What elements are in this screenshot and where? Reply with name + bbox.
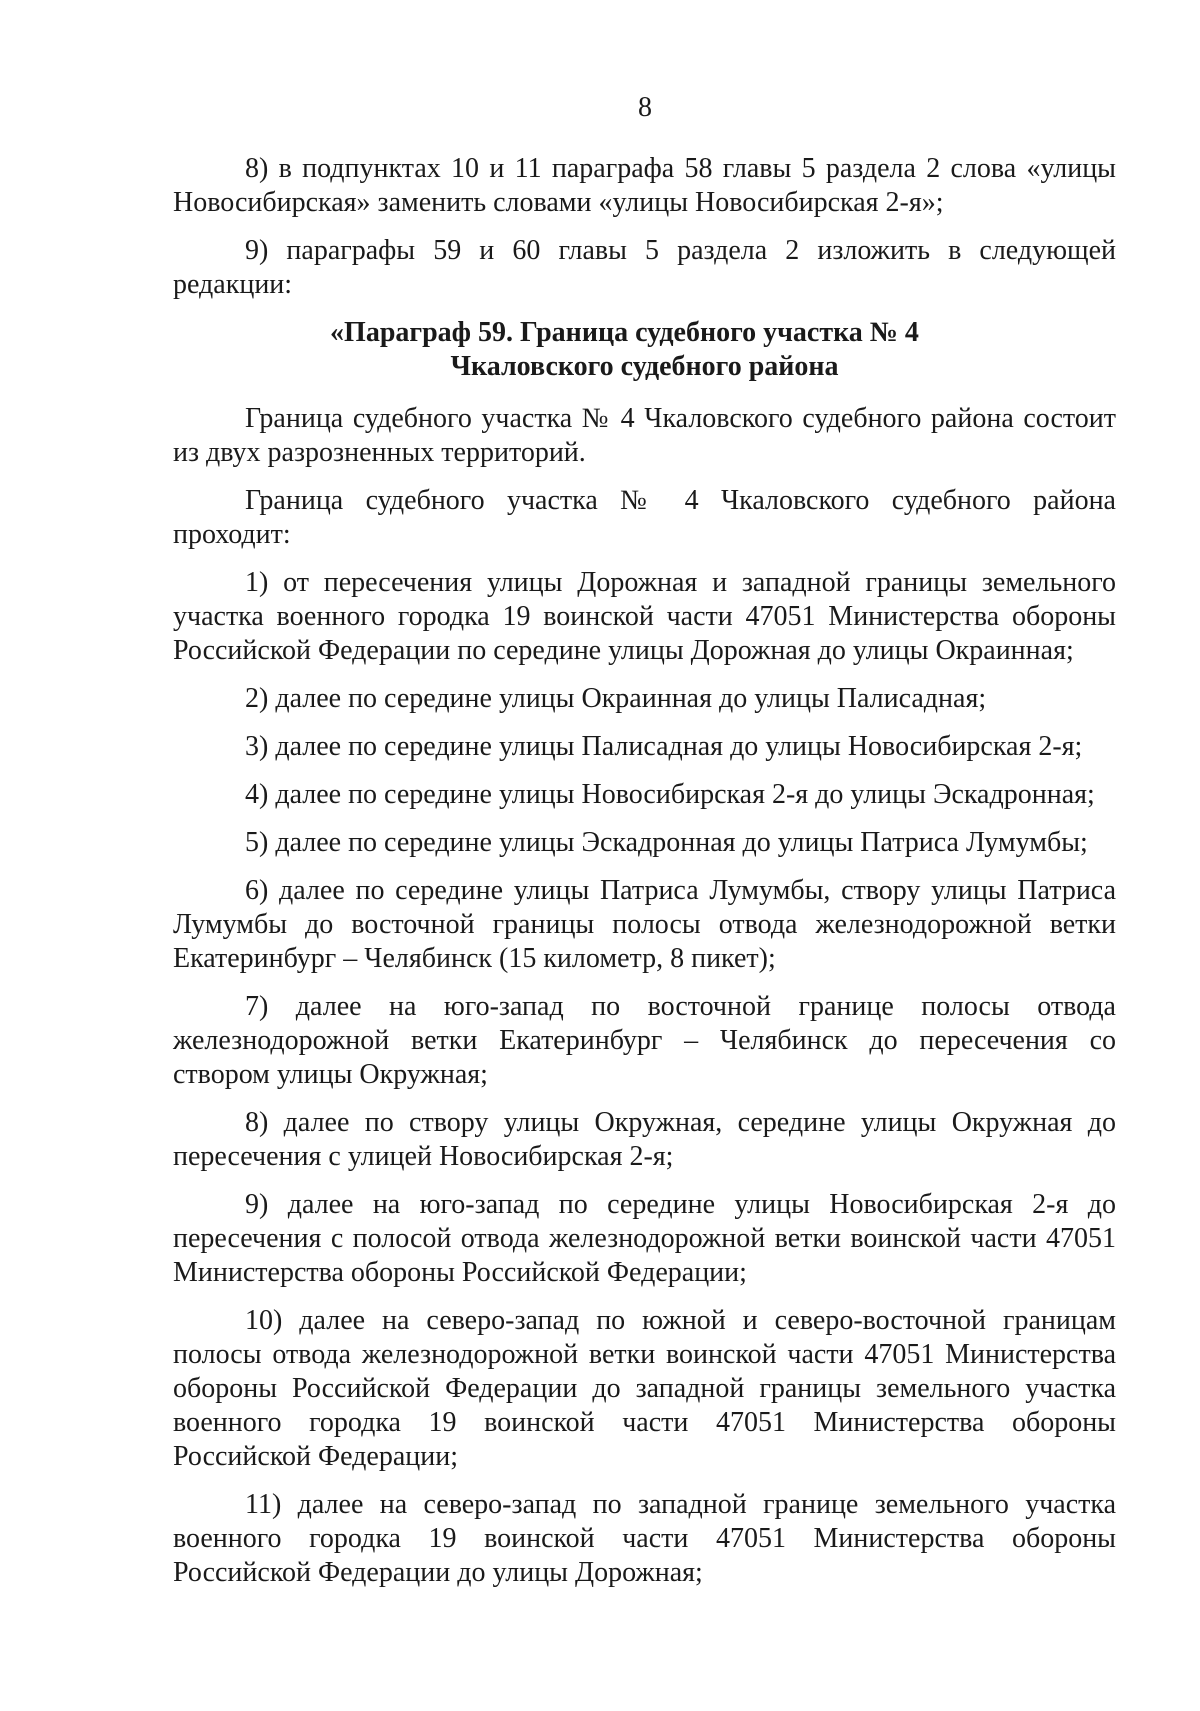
body-paragraph: Граница судебного участка № 4 Чкаловского судебного района проходит:	[173, 485, 1116, 550]
document-body	[173, 152, 1116, 1604]
boundary-item: 5) далее по середине улицы Эскадронная до улицы Патриса Лумумбы;	[245, 827, 1088, 858]
boundary-item: 1) от пересечения улицы Дорожная и западной границы земельного участка военного городка 19 воинской части 47051 Министерства обороны Российской Федерации по середине улицы Дорожная до улицы Окраинная;	[173, 567, 1116, 666]
boundary-item: 7) далее на юго-запад по восточной границе полосы отвода железнодорожной ветки Екатеринбург – Челябинск до пересечения со створом улицы Окружная;	[173, 991, 1116, 1090]
amendment-item-8: 8) в подпунктах 10 и 11 параграфа 58 главы 5 раздела 2 слова «улицы Новосибирская» заменить словами «улицы Новосибирская 2-я»;	[173, 153, 1116, 218]
boundary-item: 10) далее на северо-запад по южной и северо-восточной границам полосы отвода железнодорожной ветки воинской части 47051 Министерства обороны Российской Федерации до западной границы земельного участка военного городка 19 воинской части 47051 Министерства обороны Российской Федерации;	[173, 1305, 1116, 1472]
boundary-item: 3) далее по середине улицы Палисадная до улицы Новосибирская 2-я;	[245, 731, 1083, 762]
amendment-item-9: 9) параграфы 59 и 60 главы 5 раздела 2 изложить в следующей редакции:	[173, 235, 1116, 300]
section-heading-line-2: Чкаловского судебного района	[450, 351, 839, 382]
section-heading-line-1: «Параграф 59. Граница судебного участка № 4	[330, 317, 919, 348]
section-heading	[173, 316, 1116, 384]
boundary-item: 11) далее на северо-запад по западной границе земельного участка военного городка 19 воинской части 47051 Министерства обороны Российской Федерации до улицы Дорожная;	[173, 1489, 1116, 1588]
page-number: 8	[638, 92, 652, 123]
boundary-item: 4) далее по середине улицы Новосибирская 2-я до улицы Эскадронная;	[245, 779, 1095, 810]
boundary-item: 2) далее по середине улицы Окраинная до улицы Палисадная;	[245, 683, 987, 714]
boundary-item: 6) далее по середине улицы Патриса Лумумбы, створу улицы Патриса Лумумбы до восточной границы полосы отвода железнодорожной ветки Екатеринбург – Челябинск (15 километр, 8 пикет);	[173, 875, 1116, 974]
boundary-item: 8) далее по створу улицы Окружная, середине улицы Окружная до пересечения с улицей Новосибирская 2-я;	[173, 1107, 1116, 1172]
body-paragraph: Граница судебного участка № 4 Чкаловского судебного района состоит из двух разрозненных территорий.	[173, 403, 1116, 468]
boundary-item: 9) далее на юго-запад по середине улицы Новосибирская 2-я до пересечения с полосой отвода железнодорожной ветки воинской части 47051 Министерства обороны Российской Федерации;	[173, 1189, 1116, 1288]
